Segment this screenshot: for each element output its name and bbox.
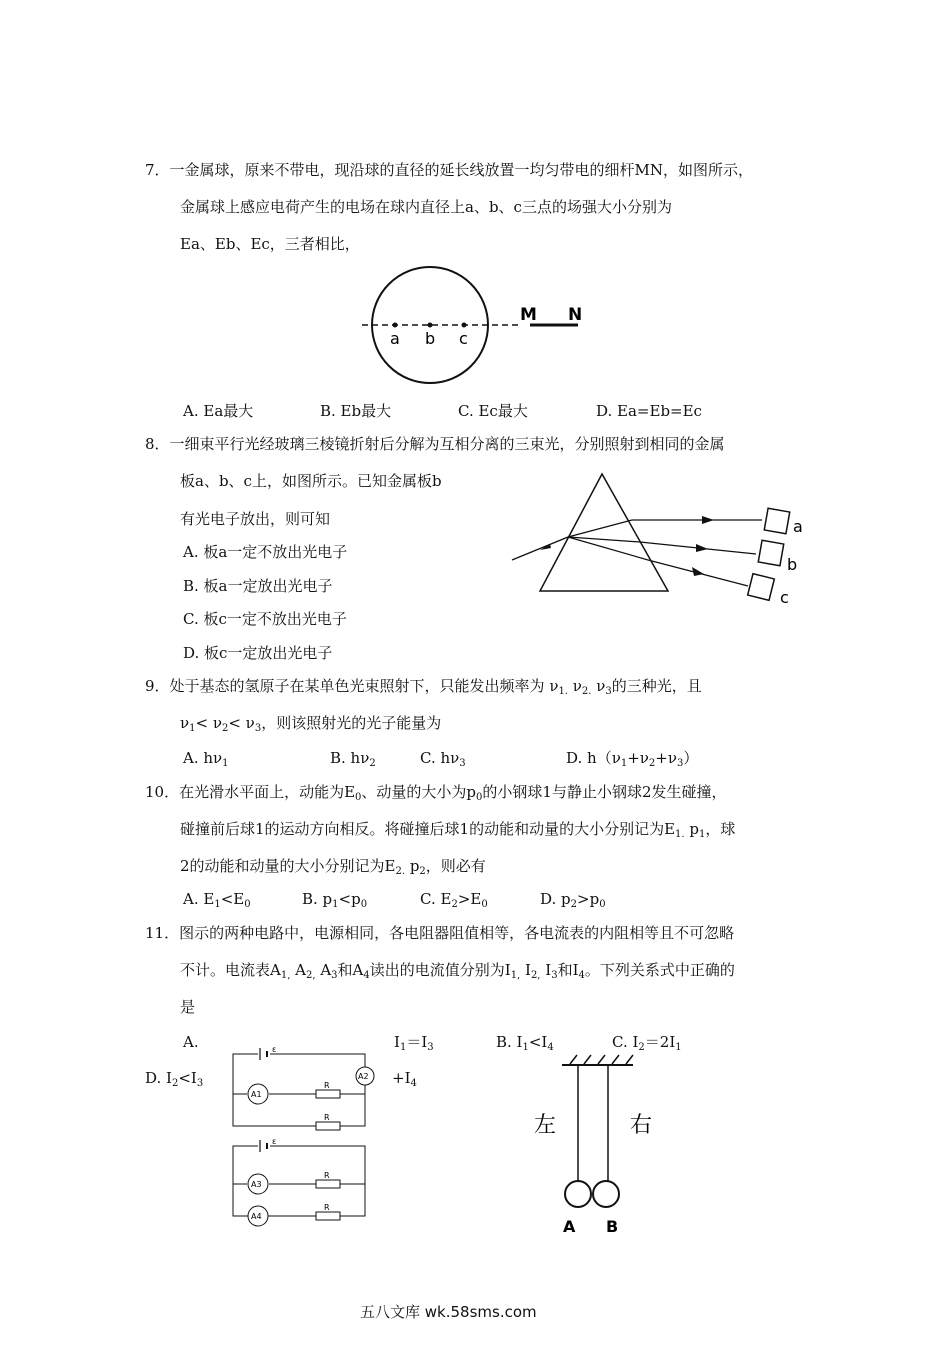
q7-option-c: C. Ec最大: [458, 402, 528, 420]
emf-label-1: ε: [272, 1045, 277, 1054]
ammeter-a2-label: A2: [358, 1072, 369, 1081]
label-m: M: [520, 305, 537, 325]
label-c: c: [459, 329, 468, 348]
q10-option-c: C. $E_2>E_0$: [420, 890, 488, 910]
resistor-label-1: R: [324, 1081, 330, 1090]
plate-a: [764, 508, 789, 533]
q7-stem-line1: 7．一金属球，原来不带电，现沿球的直径的延长线放置一均匀带电的细杆MN，如图所示，: [145, 161, 754, 179]
q11-option-a-expr: $I_1=I_3$: [394, 1033, 434, 1053]
q8-option-d: D. 板c一定放出光电子: [183, 644, 333, 662]
resistor-label-4: R: [324, 1203, 330, 1212]
ball-b: [593, 1181, 619, 1207]
q11-option-b: B. $I_1<I_4$: [496, 1033, 554, 1053]
point-a: [393, 323, 398, 328]
q9-option-a: A. $h\nu_1$: [183, 749, 229, 769]
resistor-label-3: R: [324, 1171, 330, 1180]
beam-c-inside: [568, 537, 648, 560]
q7-stem-line2: 金属球上感应电荷产生的电场在球内直径上a、b、c三点的场强大小分别为: [180, 198, 672, 216]
glass-prism: [540, 474, 668, 591]
ball-a-label: A: [563, 1217, 576, 1236]
q9-option-b: B. $h\nu_2$: [330, 749, 376, 769]
q11-stem-line1: 11．图示的两种电路中，电源相同，各电阻器阻值相等，各电流表的内阻相等且不可忽略: [145, 924, 735, 942]
ball-a: [565, 1181, 591, 1207]
q7-option-b: B. Eb最大: [320, 402, 392, 420]
q8-stem-line3: 有光电子放出，则可知: [180, 510, 331, 528]
q10-stem-line1: 10．在光滑水平面上，动能为$E_0$、动量的大小为$p_0$的小钢球1与静止小钢球2发生碰撞，: [145, 783, 727, 803]
q7-option-a: A. Ea最大: [183, 402, 254, 420]
label-a: a: [390, 329, 400, 348]
ball-b-label: B: [606, 1217, 619, 1236]
q10-stem-line3: 2的动能和动量的大小分别记为$E_{2.}$ $p_2$，则必有: [180, 857, 486, 877]
q8-stem-line1: 8．一细束平行光经玻璃三棱镜折射后分解为互相分离的三束光，分别照射到相同的金属: [145, 435, 725, 453]
q11-stem-line3: 是: [180, 998, 196, 1016]
resistor-label-2: R: [324, 1113, 330, 1122]
plate-b-label: b: [787, 555, 798, 574]
label-n: N: [568, 305, 583, 325]
q10-option-d: D. $p_2>p_0$: [540, 890, 606, 910]
incident-beam: [512, 537, 568, 560]
q8-option-c: C. 板c一定不放出光电子: [183, 610, 347, 628]
q8-option-b: B. 板a一定放出光电子: [183, 577, 333, 595]
q9-option-d: D. $h(\nu_1+\nu_2+\nu_3)$: [566, 749, 699, 769]
q7-stem-line3: Ea、Eb、Ec，三者相比，: [180, 235, 360, 253]
ammeter-a3-label: A3: [251, 1180, 262, 1189]
q11-option-d: D. $I_2<I_3$: [145, 1069, 204, 1089]
q9-stem-line2: $\nu_1< \nu_2< \nu_3$，则该照射光的光子能量为: [180, 714, 442, 734]
plate-c: [748, 574, 775, 601]
q11-circuit-diagrams: [230, 1044, 380, 1234]
point-b: [428, 323, 433, 328]
q7-option-d: D. Ea=Eb=Ec: [596, 402, 702, 420]
q11-option-a-label: A.: [183, 1033, 199, 1051]
q7-figure-sphere-rod: [360, 274, 620, 384]
plate-a-label: a: [793, 517, 803, 536]
plate-c-label: c: [780, 588, 789, 607]
incident-arrow: [540, 544, 551, 550]
q8-stem-line2: 板a、b、c上，如图所示。已知金属板b: [180, 472, 442, 490]
circuit-1: [233, 1048, 374, 1130]
left-label: 左: [534, 1113, 557, 1138]
q11-pendulum-figure: [534, 1052, 700, 1237]
footer-source: 五八文库 wk.58sms.com: [360, 1303, 537, 1321]
ammeter-a4-label: A4: [251, 1212, 262, 1221]
q10-option-b: B. $p_1<p_0$: [302, 890, 368, 910]
right-label: 右: [630, 1113, 653, 1138]
q10-stem-line2: 碰撞前后球1的运动方向相反。将碰撞后球1的动能和动量的大小分别记为$E_{1.}$ $p_1$，球: [180, 820, 736, 840]
plate-b: [758, 540, 783, 565]
q8-figure-prism: [510, 470, 810, 620]
beam-a-arrow: [702, 516, 714, 524]
ceiling-hatch: [570, 1055, 633, 1064]
q11-option-c: C. $I_2=2I_1$: [612, 1033, 682, 1053]
beam-a-inside: [568, 520, 632, 537]
q9-stem-line1: 9．处于基态的氢原子在某单色光束照射下，只能发出频率为 $\nu_{1.}$ $\nu_{2.}$ $\nu_3$的三种光，且: [145, 677, 702, 697]
q11-stem-line2: 不计。电流表$A_{1,}$ $A_{2,}$ $A_3$和$A_4$读出的电流值分别为$I_{1,}$ $I_{2,}$ $I_3$和$I_4$。下列关系式中正确的: [180, 961, 735, 981]
q10-option-a: A. $E_1<E_0$: [183, 890, 251, 910]
beam-b-arrow: [696, 544, 708, 552]
ammeter-a1-label: A1: [251, 1090, 262, 1099]
q11-option-a-cont: $+I_4$: [392, 1069, 417, 1089]
emf-label-2: ε: [272, 1137, 277, 1146]
point-c: [462, 323, 467, 328]
q8-option-a: A. 板a一定不放出光电子: [183, 543, 348, 561]
label-b: b: [425, 329, 436, 348]
q9-option-c: C. $h\nu_3$: [420, 749, 466, 769]
